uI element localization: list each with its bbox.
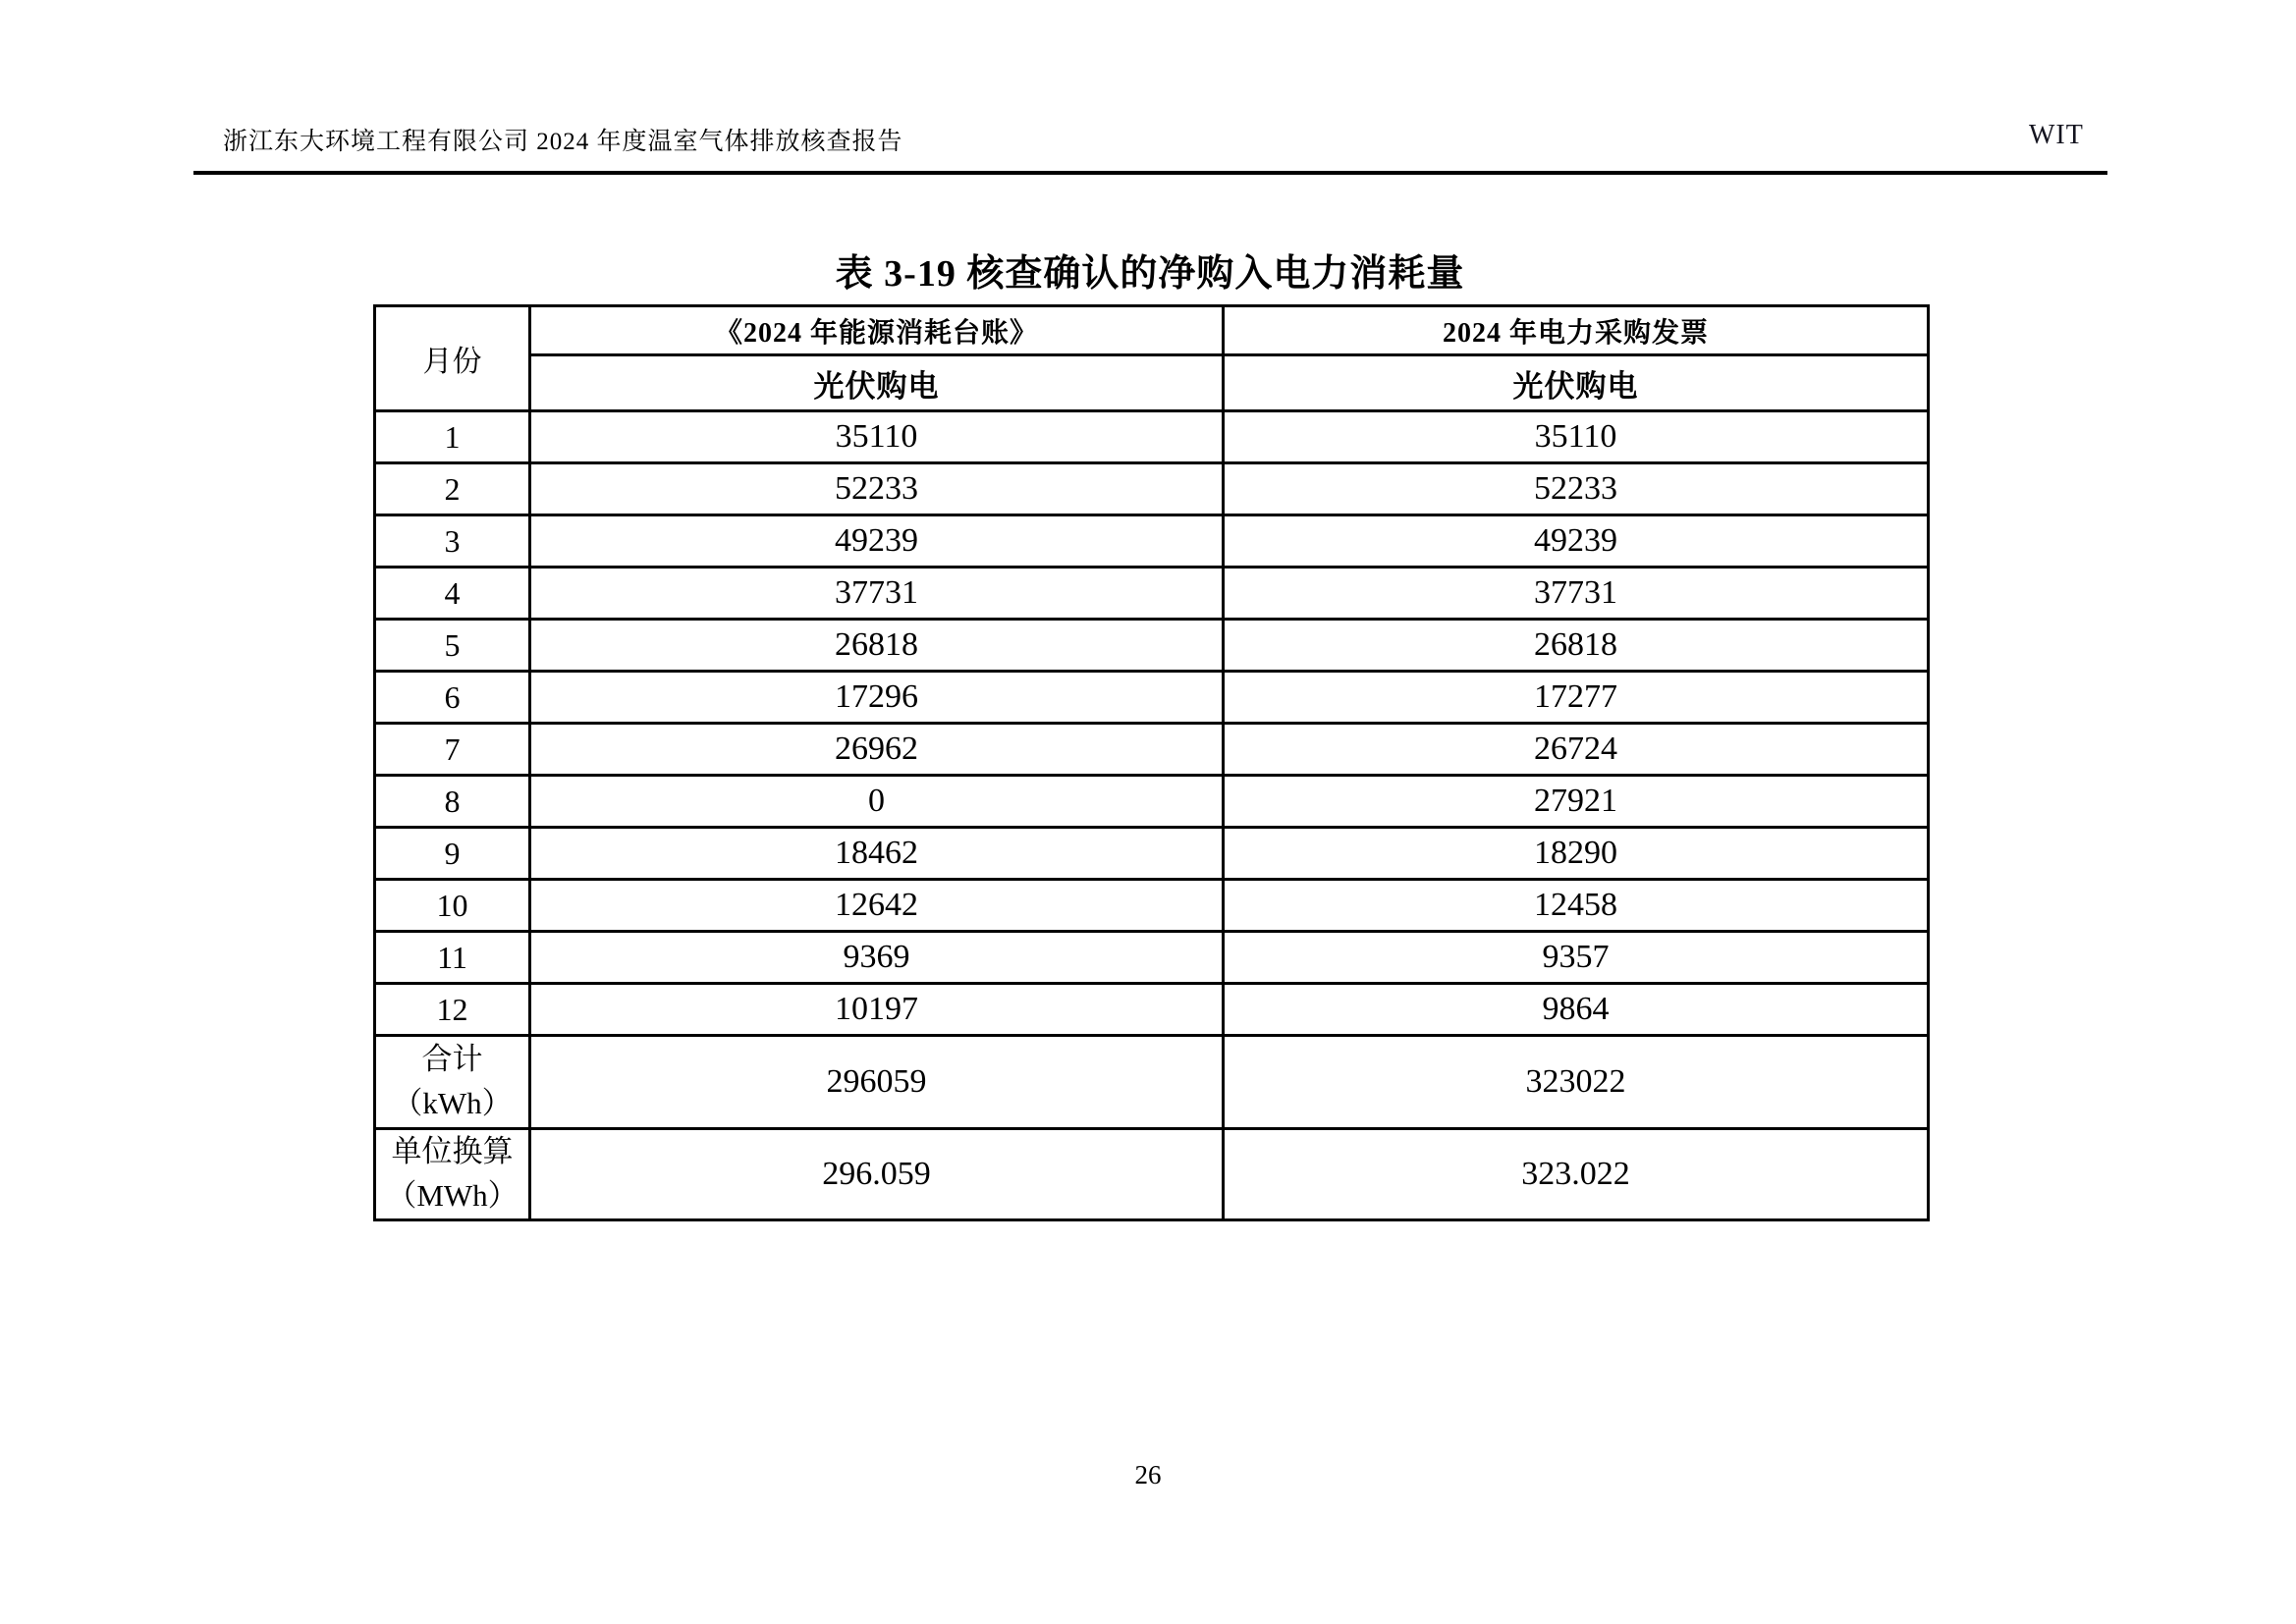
invoice-value-cell: 26724 <box>1224 724 1929 776</box>
column-header-ledger-group: 《2024 年能源消耗台账》 <box>530 306 1224 355</box>
column-header-month: 月份 <box>375 306 530 411</box>
ledger-value-cell: 37731 <box>530 568 1224 620</box>
conversion-label-cell <box>375 1129 530 1220</box>
total-label-cell <box>375 1036 530 1129</box>
table-row <box>375 880 1929 932</box>
month-cell: 10 <box>375 880 530 932</box>
invoice-value-cell: 26818 <box>1224 620 1929 672</box>
invoice-value-cell: 12458 <box>1224 880 1929 932</box>
table-row <box>375 724 1929 776</box>
conversion-label-line2: （MWh） <box>386 1177 519 1213</box>
month-cell: 3 <box>375 515 530 568</box>
invoice-value-cell: 37731 <box>1224 568 1929 620</box>
table-row <box>375 411 1929 463</box>
month-cell: 7 <box>375 724 530 776</box>
table-row <box>375 672 1929 724</box>
column-header-invoice-group: 2024 年电力采购发票 <box>1224 306 1929 355</box>
ledger-value-cell: 12642 <box>530 880 1224 932</box>
table-row <box>375 515 1929 568</box>
header-divider <box>193 171 2107 175</box>
invoice-value-cell: 9864 <box>1224 984 1929 1036</box>
page-number: 26 <box>1134 1460 1162 1489</box>
page-footer <box>0 1460 2296 1490</box>
month-cell: 4 <box>375 568 530 620</box>
invoice-value-cell: 18290 <box>1224 828 1929 880</box>
table-row <box>375 463 1929 515</box>
table-header-row-sub <box>375 355 1929 411</box>
column-subheader-invoice-pv: 光伏购电 <box>1224 355 1929 411</box>
month-cell: 8 <box>375 776 530 828</box>
month-cell: 9 <box>375 828 530 880</box>
ledger-value-cell: 18462 <box>530 828 1224 880</box>
invoice-value-cell: 9357 <box>1224 932 1929 984</box>
total-label-line1: 合计 <box>421 1042 483 1077</box>
conversion-label-line1: 单位换算 <box>391 1134 514 1168</box>
header-logo-text: WIT <box>2029 120 2084 150</box>
month-cell: 5 <box>375 620 530 672</box>
month-cell: 1 <box>375 411 530 463</box>
invoice-value-cell: 49239 <box>1224 515 1929 568</box>
ledger-value-cell: 26818 <box>530 620 1224 672</box>
conversion-invoice-value-cell: 323.022 <box>1224 1129 1929 1220</box>
table-title: 表 3-19 核查确认的净购入电力消耗量 <box>835 253 1465 295</box>
ledger-value-cell: 17296 <box>530 672 1224 724</box>
net-purchased-electricity-table <box>373 304 1930 1221</box>
total-invoice-value-cell: 323022 <box>1224 1036 1929 1129</box>
invoice-value-cell: 35110 <box>1224 411 1929 463</box>
invoice-value-cell: 52233 <box>1224 463 1929 515</box>
table-header-row-group <box>375 306 1929 355</box>
table-row <box>375 932 1929 984</box>
ledger-value-cell: 49239 <box>530 515 1224 568</box>
table-row <box>375 776 1929 828</box>
ledger-value-cell: 52233 <box>530 463 1224 515</box>
total-row <box>375 1036 1929 1129</box>
table-row <box>375 828 1929 880</box>
total-ledger-value-cell: 296059 <box>530 1036 1224 1129</box>
month-cell: 12 <box>375 984 530 1036</box>
ledger-value-cell: 35110 <box>530 411 1224 463</box>
table-row <box>375 984 1929 1036</box>
conversion-ledger-value-cell: 296.059 <box>530 1129 1224 1220</box>
table-row <box>375 568 1929 620</box>
invoice-value-cell: 27921 <box>1224 776 1929 828</box>
report-header-title: 浙江东大环境工程有限公司 2024 年度温室气体排放核查报告 <box>223 129 903 155</box>
unit-conversion-row <box>375 1129 1929 1220</box>
column-subheader-ledger-pv: 光伏购电 <box>530 355 1224 411</box>
table-row <box>375 620 1929 672</box>
invoice-value-cell: 17277 <box>1224 672 1929 724</box>
month-cell: 6 <box>375 672 530 724</box>
ledger-value-cell: 10197 <box>530 984 1224 1036</box>
ledger-value-cell: 9369 <box>530 932 1224 984</box>
month-cell: 11 <box>375 932 530 984</box>
ledger-value-cell: 0 <box>530 776 1224 828</box>
total-label-line2: （kWh） <box>392 1086 513 1120</box>
month-cell: 2 <box>375 463 530 515</box>
ledger-value-cell: 26962 <box>530 724 1224 776</box>
